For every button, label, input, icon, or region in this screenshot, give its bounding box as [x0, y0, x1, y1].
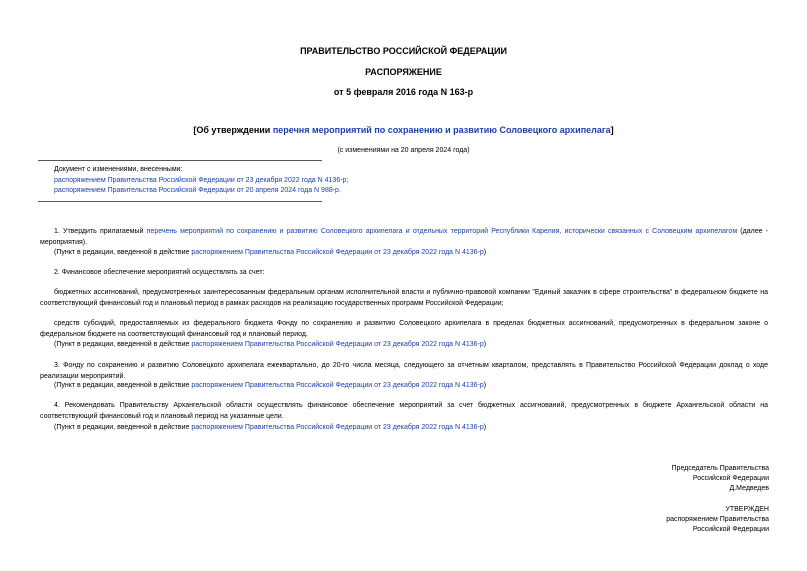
p1-post: (далее - мероприятия). [40, 228, 768, 246]
amendments-intro: Документ с изменениями, внесенными: [54, 166, 183, 173]
p1-link[interactable]: перечень мероприятий по сохранению и развитию Соловецкого архипелага и отдельных территорий Республики Карелия, исторически связанных с Соловецким архипелагом [146, 228, 738, 235]
approved-label: УТВЕРЖДЕН [725, 506, 769, 513]
signature-name: Д.Медведев [729, 485, 769, 492]
approved-country: Российской Федерации [692, 526, 769, 533]
edit-note-post: ) [483, 249, 487, 256]
paragraph-2a: бюджетных ассигнований, предусмотренных заинтересованным федеральным органам исполнительной власти и публично-правовой компании "Единый заказчик в сфере строительства" в федеральном бюджете на соответствующий финансовый год и плановый период в рамках расходов на реализацию государственных программ Российской Федерации; [40, 289, 768, 307]
amendment-link-2[interactable]: распоряжением Правительства Российской Федерации от 20 апреля 2024 года N 988-р. [54, 187, 341, 194]
document-type: РАСПОРЯЖЕНИЕ [365, 67, 442, 77]
edit-note-2 [54, 339, 486, 350]
paragraph-1 [40, 226, 768, 248]
edit-note-pre: (Пункт в редакции, введенной в действие [54, 424, 192, 431]
signature-block [672, 464, 769, 494]
approved-block [666, 505, 769, 535]
edit-note-link[interactable]: распоряжением Правительства Российской Федерации от 23 декабря 2022 года N 4136-р [191, 382, 484, 389]
edit-note-post: ) [483, 382, 487, 389]
title-close: ] [610, 125, 614, 135]
divider-top [38, 160, 322, 161]
edit-note-link[interactable]: распоряжением Правительства Российской Федерации от 23 декабря 2022 года N 4136-р [191, 424, 484, 431]
changes-note: (с изменениями на 20 апреля 2024 года) [337, 147, 470, 154]
approved-by: распоряжением Правительства [666, 516, 769, 523]
title-open: [Об утверждении [193, 125, 273, 135]
edit-note-pre: (Пункт в редакции, введенной в действие [54, 341, 192, 348]
signature-position: Председатель Правительства [671, 465, 769, 472]
edit-note-pre: (Пункт в редакции, введенной в действие [54, 382, 192, 389]
p1-pre: 1. Утвердить прилагаемый [54, 228, 147, 235]
edit-note-post: ) [483, 341, 487, 348]
paragraph-2: 2. Финансовое обеспечение мероприятий осуществлять за счет: [54, 269, 265, 276]
paragraph-2b: средств субсидий, предоставляемых из федерального бюджета Фонду по сохранению и развитию Соловецкого архипелага в пределах бюджетных ассигнований, предусмотренных в федеральном законе о федеральном бюджете на соответствующий финансовый год и плановый период. [40, 320, 768, 338]
government-heading: ПРАВИТЕЛЬСТВО РОССИЙСКОЙ ФЕДЕРАЦИИ [300, 46, 507, 56]
amendment-link-1[interactable]: распоряжением Правительства Российской Федерации от 23 декабря 2022 года N 4136-р; [54, 177, 349, 184]
edit-note-post: ) [483, 424, 487, 431]
document-title [0, 125, 807, 135]
title-link[interactable]: перечня мероприятий по сохранению и развитию Соловецкого архипелага [272, 125, 611, 135]
document-date: от 5 февраля 2016 года N 163-р [333, 87, 474, 97]
divider-bottom [38, 201, 322, 202]
edit-note-3 [54, 380, 486, 391]
edit-note-link[interactable]: распоряжением Правительства Российской Федерации от 23 декабря 2022 года N 4136-р [191, 341, 484, 348]
edit-note-link[interactable]: распоряжением Правительства Российской Федерации от 23 декабря 2022 года N 4136-р [191, 249, 484, 256]
signature-country: Российской Федерации [692, 475, 769, 482]
edit-note-pre: (Пункт в редакции, введенной в действие [54, 249, 192, 256]
paragraph-4: 4. Рекомендовать Правительству Архангельской области осуществлять финансовое обеспечение мероприятий за счет бюджетных ассигнований, предусмотренных в бюджете Архангельской области на соответствующий финансовый год и плановый период на указанные цели. [40, 402, 768, 420]
edit-note-4 [54, 422, 486, 433]
edit-note-1 [54, 247, 486, 258]
paragraph-3: 3. Фонду по сохранению и развитию Соловецкого архипелага ежеквартально, до 20-го числа месяца, следующего за отчетным кварталом, представлять в Правительство Российской Федерации доклад о ходе реализации мероприятий. [40, 362, 768, 380]
